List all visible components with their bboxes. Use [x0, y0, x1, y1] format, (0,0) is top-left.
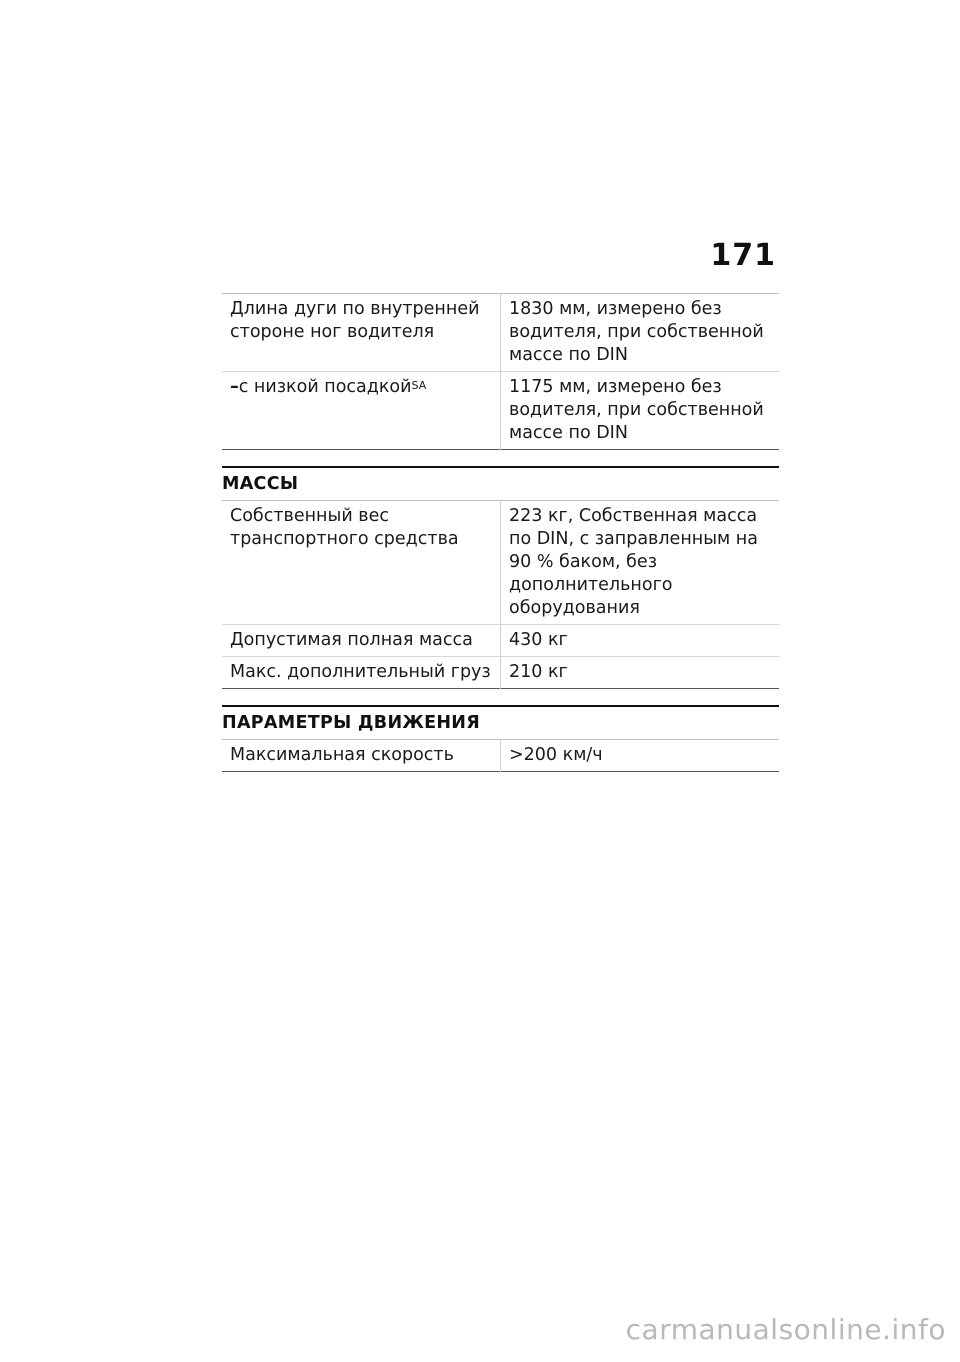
masses-section [222, 466, 779, 689]
section-title-masses: МАССЫ [222, 474, 299, 494]
page-content [222, 293, 779, 772]
dash-marker: – [230, 377, 239, 397]
row-value: 1830 мм, измерено без водителя, при собственной массе по DIN [501, 294, 780, 372]
table-row [222, 740, 779, 772]
table-row [222, 372, 779, 450]
row-value: 210 кг [501, 657, 780, 689]
sa-superscript: SA [411, 379, 427, 392]
row-value: 430 кг [501, 625, 780, 657]
row-value: 1175 мм, измерено без водителя, при собственной массе по DIN [501, 372, 780, 450]
table-row [222, 625, 779, 657]
section-title-driving: ПАРАМЕТРЫ ДВИЖЕНИЯ [222, 713, 481, 733]
row-label: Допустимая полная масса [230, 630, 473, 650]
row-value: >200 км/ч [501, 740, 780, 772]
masses-table [222, 500, 779, 689]
row-label: Макс. дополнительный груз [230, 662, 491, 682]
row-label: Максимальная скорость [230, 745, 454, 765]
dimensions-table [222, 293, 779, 450]
table-row [222, 294, 779, 372]
driving-table [222, 739, 779, 772]
watermark: carmanualsonline.info [625, 1313, 946, 1346]
table-row [222, 501, 779, 625]
row-label-text: с низкой посадкой [238, 377, 412, 397]
table-row [222, 657, 779, 689]
row-value: 223 кг, Собственная масса по DIN, с заправленным на 90 % баком, без дополнительного оборудования [501, 501, 780, 625]
page-number: 171 [710, 238, 776, 273]
driving-parameters-section [222, 705, 779, 772]
row-label [222, 372, 501, 450]
row-label: Длина дуги по внутренней стороне ног водителя [230, 299, 480, 342]
row-label: Собственный вес транспортного средства [230, 506, 459, 549]
